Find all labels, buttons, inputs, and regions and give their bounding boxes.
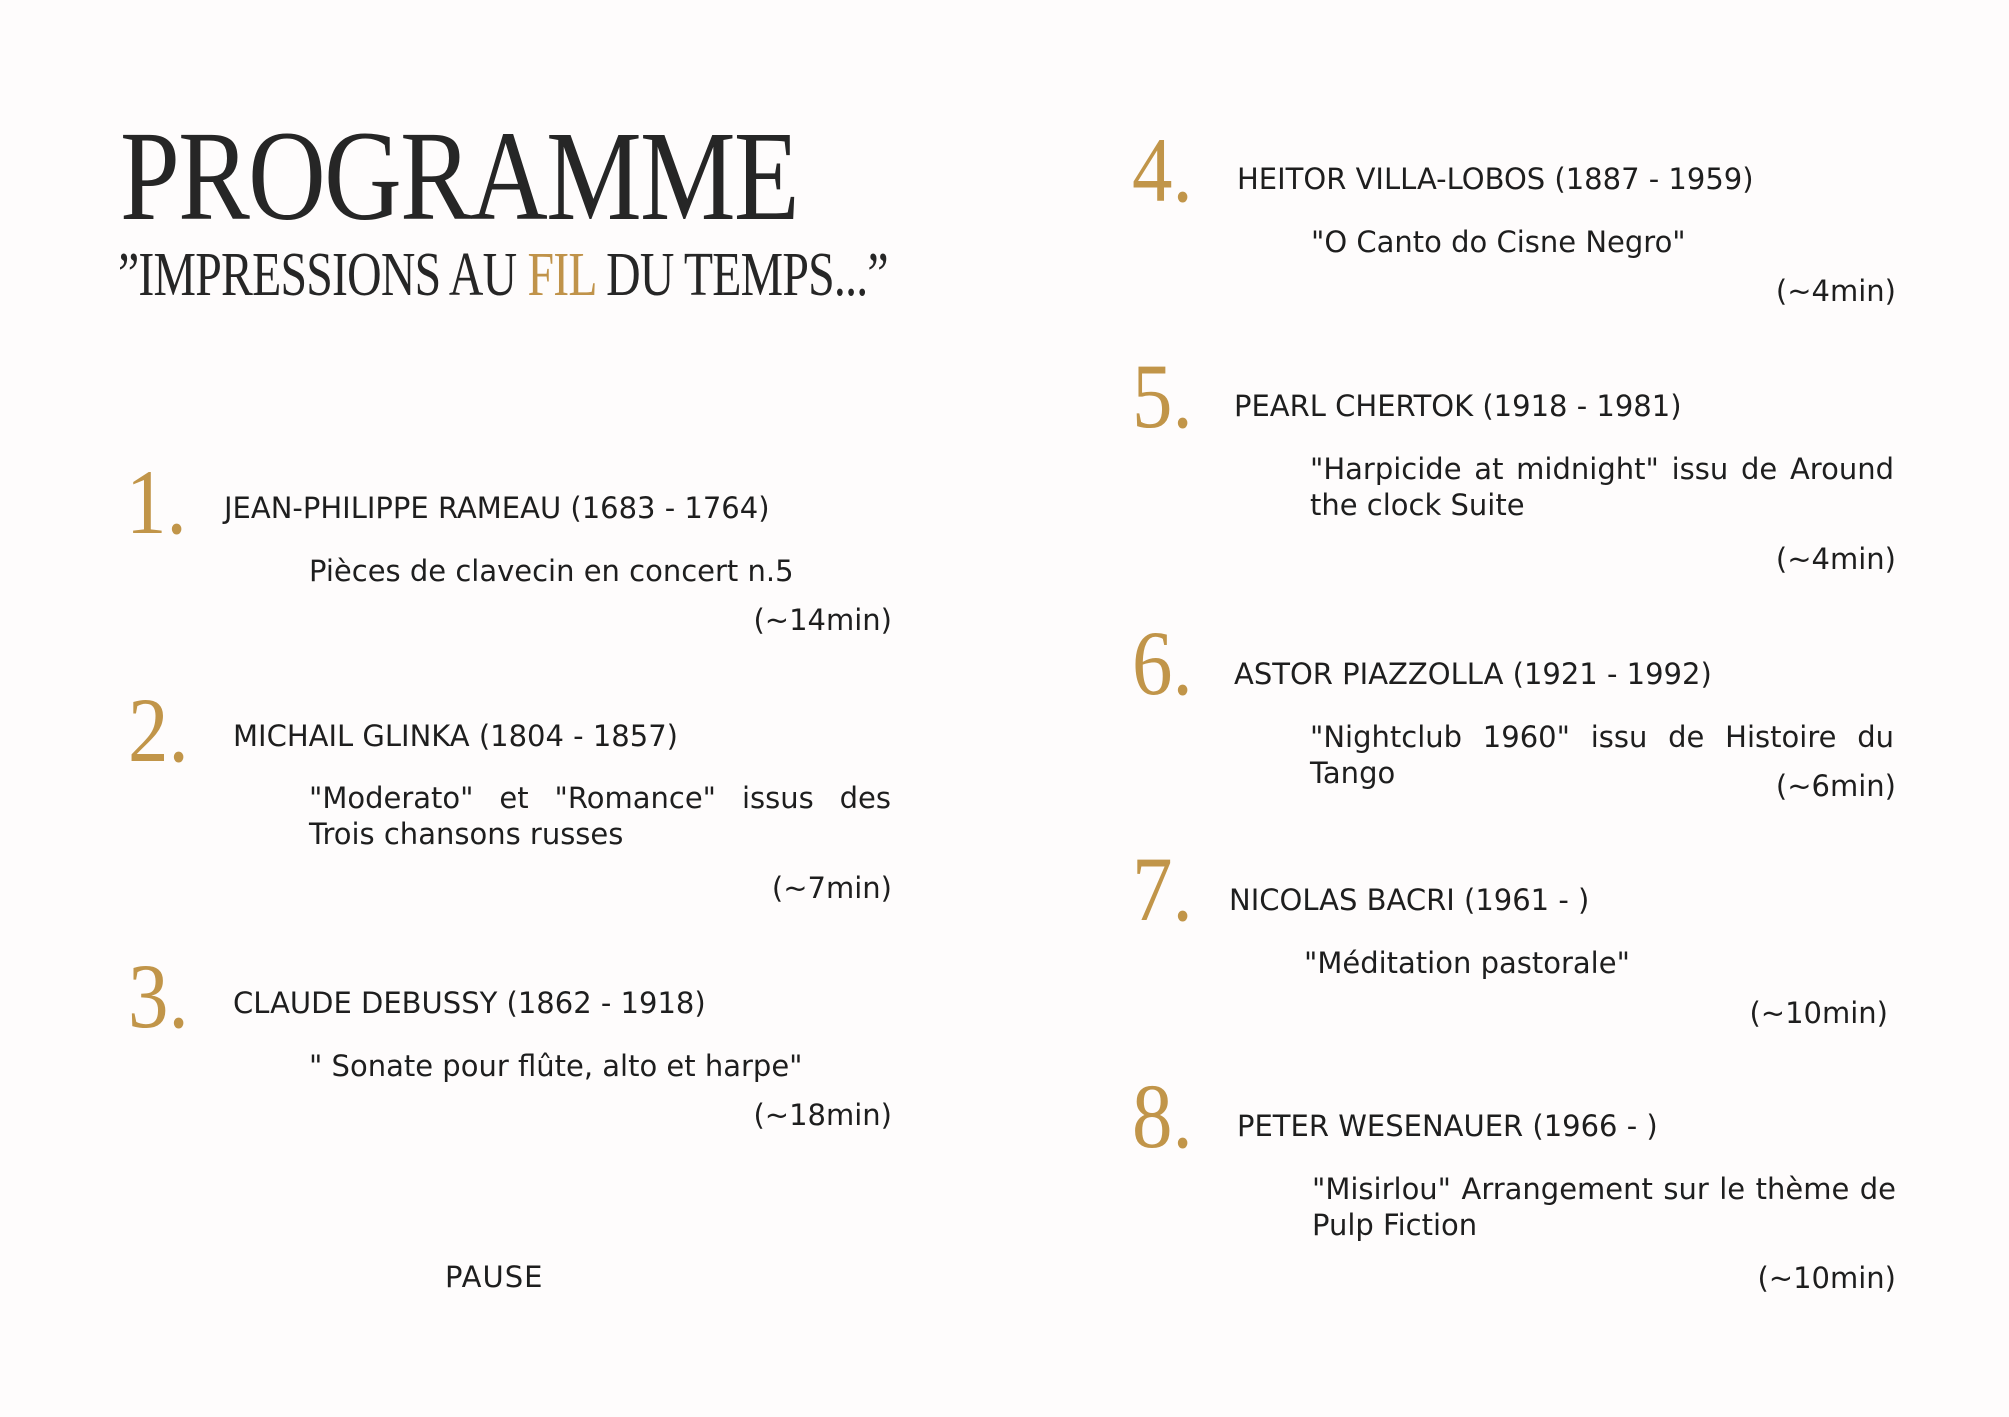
duration: (~6min) bbox=[1775, 769, 1896, 803]
item-number: 1. bbox=[126, 451, 187, 553]
subtitle-text-end: DU TEMPS...” bbox=[595, 241, 888, 309]
pause-label: PAUSE bbox=[445, 1260, 544, 1294]
composer-name: HEITOR VILLA-LOBOS (1887 - 1959) bbox=[1237, 162, 1754, 196]
work-title: "Moderato" et "Romance" issus des Trois chansons russes bbox=[309, 781, 891, 851]
item-number: 8. bbox=[1132, 1065, 1193, 1167]
work-title: "Misirlou" Arrangement sur le thème de Pulp Fiction bbox=[1312, 1172, 1896, 1242]
subtitle-accent-word: FIL bbox=[527, 241, 596, 309]
item-number: 5. bbox=[1132, 345, 1193, 447]
work-title: " Sonate pour flûte, alto et harpe" bbox=[309, 1049, 803, 1083]
programme-title: PROGRAMME bbox=[120, 105, 798, 247]
composer-name: JEAN-PHILIPPE RAMEAU (1683 - 1764) bbox=[224, 491, 770, 525]
duration: (~10min) bbox=[1757, 1261, 1896, 1295]
composer-name: CLAUDE DEBUSSY (1862 - 1918) bbox=[233, 986, 706, 1020]
work-title: "Nightclub 1960" issu de Histoire du Tango bbox=[1310, 720, 1894, 790]
work-title: "Méditation pastorale" bbox=[1304, 946, 1630, 980]
composer-name: PEARL CHERTOK (1918 - 1981) bbox=[1234, 389, 1682, 423]
duration: (~14min) bbox=[753, 603, 892, 637]
composer-name: ASTOR PIAZZOLLA (1921 - 1992) bbox=[1234, 657, 1712, 691]
composer-name: PETER WESENAUER (1966 - ) bbox=[1237, 1109, 1658, 1143]
duration: (~4min) bbox=[1775, 274, 1896, 308]
work-title: "O Canto do Cisne Negro" bbox=[1311, 225, 1686, 259]
subtitle-text-start: ”IMPRESSIONS AU bbox=[118, 241, 528, 309]
programme-subtitle bbox=[118, 241, 888, 309]
duration: (~18min) bbox=[753, 1098, 892, 1132]
duration: (~4min) bbox=[1775, 542, 1896, 576]
item-number: 2. bbox=[128, 679, 189, 781]
duration: (~10min) bbox=[1749, 996, 1888, 1030]
composer-name: NICOLAS BACRI (1961 - ) bbox=[1229, 883, 1590, 917]
item-number: 4. bbox=[1132, 119, 1193, 221]
work-title: Pièces de clavecin en concert n.5 bbox=[309, 554, 794, 588]
item-number: 6. bbox=[1132, 612, 1193, 714]
duration: (~7min) bbox=[771, 871, 892, 905]
work-title: "Harpicide at midnight" issu de Around the clock Suite bbox=[1310, 452, 1894, 522]
composer-name: MICHAIL GLINKA (1804 - 1857) bbox=[233, 719, 678, 753]
item-number: 7. bbox=[1132, 838, 1193, 940]
item-number: 3. bbox=[128, 945, 189, 1047]
